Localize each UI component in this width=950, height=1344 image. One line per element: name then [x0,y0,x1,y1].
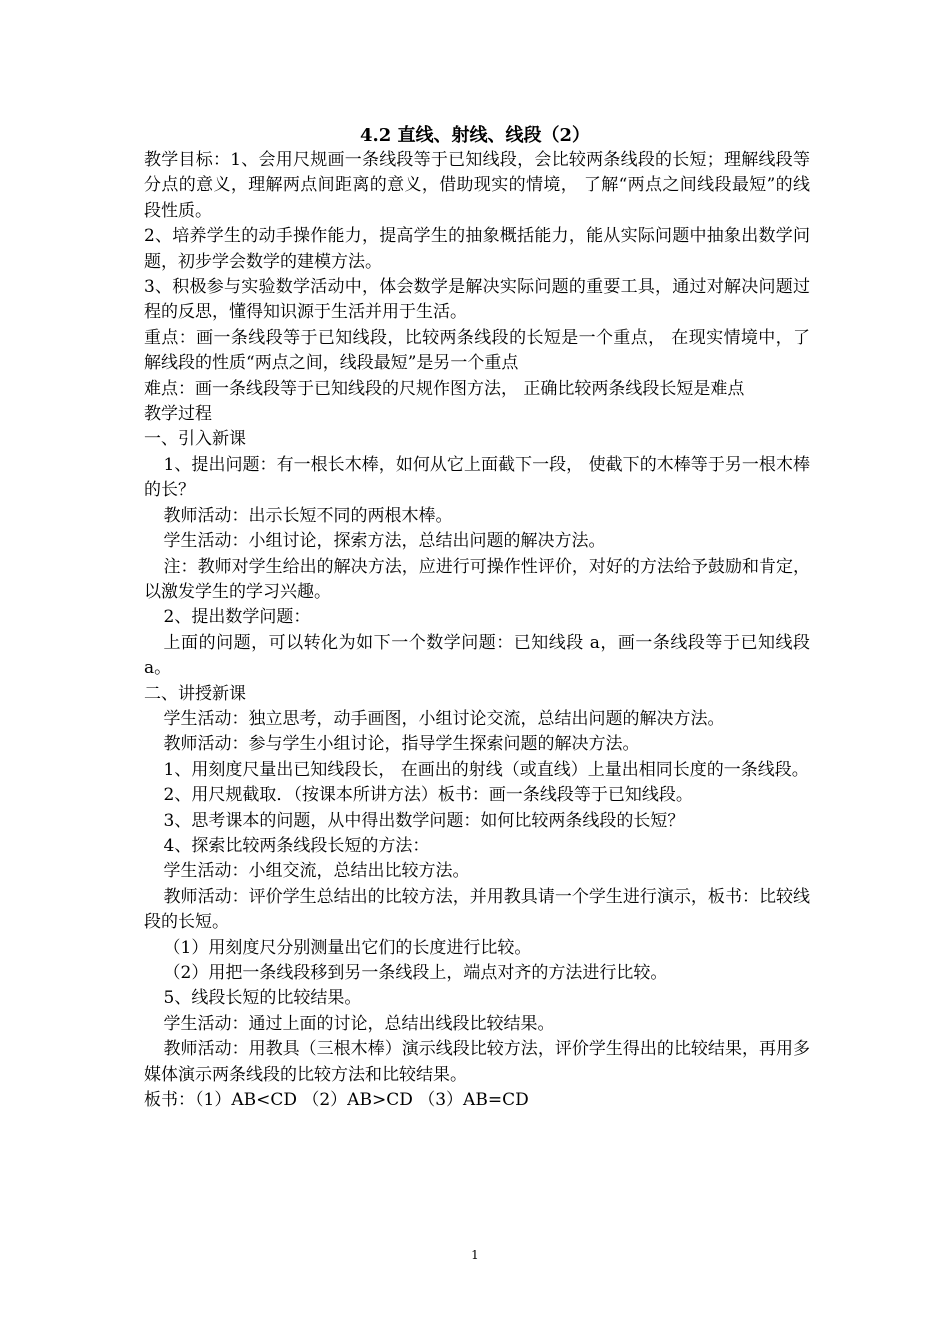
body-paragraph: 2、提出数学问题： [163,607,311,628]
body-paragraph: 4、探索比较两条线段长短的方法： [163,835,430,856]
body-paragraph: 注：教师对学生给出的解决方法，应进行可操作性评价，对好的方法给予鼓励和肯定，以激发学生的学习兴趣。 [144,556,810,602]
section-heading: 二、讲授新课 [144,683,246,704]
body-paragraph: 5、线段长短的比较结果。 [163,988,362,1009]
body-paragraph: （2）用把一条线段移到另一条线段上，端点对齐的方法进行比较。 [163,963,668,983]
body-paragraph: 学生活动：通过上面的讨论，总结出线段比较结果。 [163,1013,555,1034]
section-heading: 一、引入新课 [144,429,246,450]
body-paragraph: 教师活动：出示长短不同的两根木棒。 [163,505,453,526]
objective-paragraph: 教学目标：1、会用尺规画一条线段等于已知线段，会比较两条线段的长短；理解线段等分点的意义，理解两点间距离的意义，借助现实的情境， 了解“两点之间线段最短”的线段性质。 [144,150,810,221]
section-heading: 教学过程 [144,404,212,425]
difficulty-paragraph: 难点：画一条线段等于已知线段的尺规作图方法， 正确比较两条线段长短是难点 [144,378,745,399]
objective-paragraph: 2、培养学生的动手操作能力，提高学生的抽象概括能力，能从实际问题中抽象出数学问题，初步学会数学的建模方法。 [144,226,810,272]
document-body [144,148,810,1113]
page-number: 1 [471,1248,479,1262]
body-paragraph: 学生活动：独立思考，动手画图，小组讨论交流，总结出问题的解决方法。 [163,708,725,729]
objective-paragraph: 3、积极参与实验数学活动中，体会数学是解决实际问题的重要工具，通过对解决问题过程的反思，懂得知识源于生活并用于生活。 [144,277,810,323]
body-paragraph: 教师活动：参与学生小组讨论，指导学生探索问题的解决方法。 [163,734,640,755]
body-paragraph: 教师活动：评价学生总结出的比较方法，并用教具请一个学生进行演示，板书：比较线段的长短。 [144,886,810,933]
document-title: 4.2 直线、射线、线段（2） [359,125,591,146]
body-paragraph: 3、思考课本的问题，从中得出数学问题：如何比较两条线段的长短？ [163,810,685,831]
body-paragraph: 学生活动：小组讨论，探索方法，总结出问题的解决方法。 [163,531,606,552]
key-point-paragraph: 重点：画一条线段等于已知线段，比较两条线段的长短是一个重点， 在现实情境中，了解线段的性质“两点之间，线段最短”是另一个重点 [144,327,810,374]
board-writing: 板书：（1）AB<CD （2）AB>CD （3）AB=CD [144,1090,529,1111]
body-paragraph: 1、用刻度尺量出已知线段长， 在画出的射线（或直线）上量出相同长度的一条线段。 [163,759,809,780]
body-paragraph: 1、提出问题：有一根长木棒，如何从它上面截下一段， 使截下的木棒等于另一根木棒的长？ [144,454,810,501]
body-paragraph: 学生活动：小组交流，总结出比较方法。 [163,861,470,882]
body-paragraph: 上面的问题，可以转化为如下一个数学问题：已知线段 a，画一条线段等于已知线段 a。 [144,632,810,679]
body-paragraph: （1）用刻度尺分别测量出它们的长度进行比较。 [163,937,532,958]
body-paragraph: 2、用尺规截取．（按课本所讲方法）板书：画一条线段等于已知线段。 [163,785,693,806]
body-paragraph: 教师活动：用教具（三根木棒）演示线段比较方法，评价学生得出的比较结果，再用多媒体演示两条线段的比较方法和比较结果。 [144,1039,810,1085]
